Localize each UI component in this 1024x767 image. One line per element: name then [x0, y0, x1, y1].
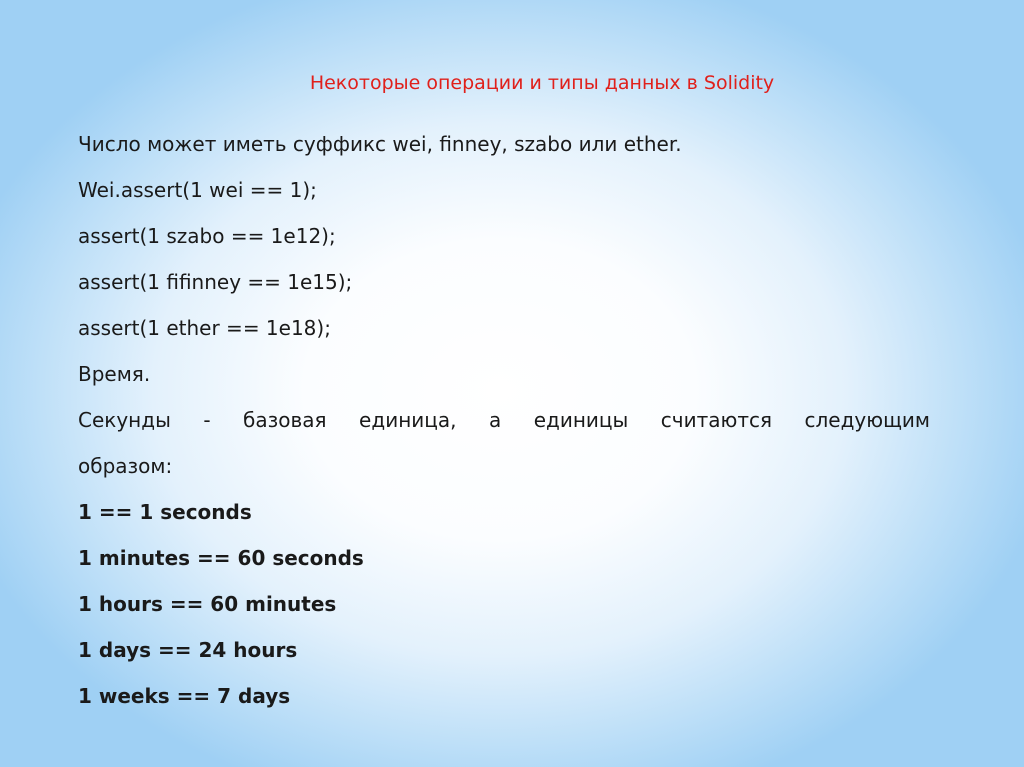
- paragraph-line-1: Секунды - базовая единица, а единицы считаются следующим: [78, 408, 930, 432]
- text-line-time-heading: Время.: [78, 362, 151, 386]
- text-line-wei-assert: Wei.assert(1 wei == 1);: [78, 178, 317, 202]
- time-unit-hours: 1 hours == 60 minutes: [78, 592, 337, 616]
- time-unit-minutes: 1 minutes == 60 seconds: [78, 546, 364, 570]
- text-line-szabo-assert: assert(1 szabo == 1e12);: [78, 224, 336, 248]
- slide-title: Некоторые операции и типы данных в Solidity: [309, 72, 775, 94]
- text-line-finney-assert: assert(1 fifinney == 1e15);: [78, 270, 353, 294]
- time-unit-days: 1 days == 24 hours: [78, 638, 298, 662]
- text-line-suffix: Число может иметь суффикс wei, finney, szabo или ether.: [78, 132, 682, 156]
- time-unit-weeks: 1 weeks == 7 days: [78, 684, 291, 708]
- slide-content: [78, 121, 930, 719]
- text-line-ether-assert: assert(1 ether == 1e18);: [78, 316, 331, 340]
- paragraph-line-2: образом:: [78, 454, 173, 478]
- time-unit-seconds: 1 == 1 seconds: [78, 500, 252, 524]
